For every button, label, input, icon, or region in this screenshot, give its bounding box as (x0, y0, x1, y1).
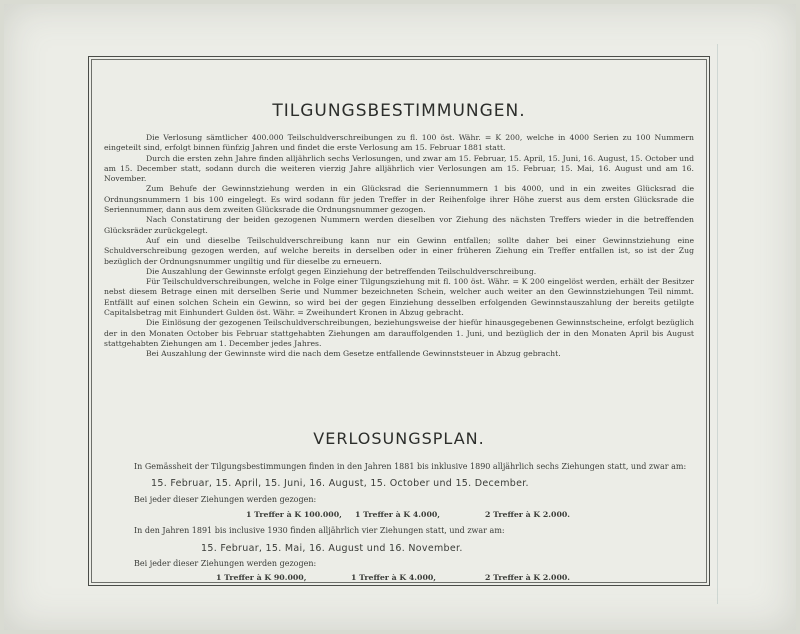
prize-3: 2 Treffer à K 2.000. (485, 510, 571, 519)
plan-dates-2: 15. Februar, 15. Mai, 16. August und 16. November. (201, 543, 463, 554)
paragraph: Für Teilschuldverschreibungen, welche in Folge einer Tilgungsziehung mit fl. 100 öst. Währ. = K 200 eingelöst werden, erhält der Besitzer nebst diesem Betrage einen mit derselben Serie und Nummer bezeichneten Schein, welcher auch weiter an den Gewinnstziehungen Teil nimmt. Entfällt auf einen solchen Schein ein Gewinn, so wird bei der gegen Einziehung desselben erfolgenden Gewinnstauszahlung der bereits getilgte Capitalsbetrag mit Einhundert Gulden öst. Währ. = Zweihundert Kronen in Abzug gebracht. (104, 277, 694, 318)
plan-intro-2: In den Jahren 1891 bis inclusive 1930 finden alljährlich vier Ziehungen statt, und zwar am: (134, 526, 505, 535)
plan-drawn-1: Bei jeder dieser Ziehungen werden gezogen: (134, 495, 317, 504)
heading-tilgungsbestimmungen: TILGUNGSBESTIMMUNGEN. (272, 101, 526, 121)
paragraph: Zum Behufe der Gewinnstziehung werden in ein Glücksrad die Seriennummern 1 bis 4000, und in ein zweites Glücksrad die Ordnungsnummern 1 bis 100 eingelegt. Es wird sodann für jeden Treffer in der Reihenfolge ihrer Höhe zuerst aus dem ersten Glücksrade die Seriennummer, dann aus dem zweiten Glücksrade die Ordnungsnummer gezogen. (104, 184, 694, 215)
prize-1: 1 Treffer à K 100.000, (246, 510, 342, 519)
paragraph: Nach Constatirung der beiden gezogenen Nummern werden dieselben vor Ziehung des nächsten Treffers wieder in die betreffenden Glücksräder zurückgelegt. (104, 215, 694, 235)
paragraph: Die Einlösung der gezogenen Teilschuldverschreibungen, beziehungsweise der hiefür hinausgegebenen Gewinnstscheine, erfolgt bezüglich der in den Monaten October bis Februar stattgehabten Ziehungen am darauffolgenden 1. Juni, und bezüglich der in den Monaten April bis August stattgehabten Ziehungen am 1. December jedes Jahres. (104, 318, 694, 348)
paragraph: Auf ein und dieselbe Teilschuldverschreibung kann nur ein Gewinn entfallen; sollte daher bei einer Gewinnstziehung eine Schuldverschreibung gezogen werden, auf welche bereits in derselben oder in einer früheren Ziehung ein Treffer entfallen ist, so ist der Zug bezüglich der Ordnungsnummer ungiltig und für dieselbe zu erneuern. (104, 235, 694, 266)
paragraph: Die Auszahlung der Gewinnste erfolgt gegen Einziehung der betreffenden Teilschuldverschreibung. (146, 266, 537, 276)
tilgung-paragraphs (104, 133, 694, 360)
prize-2: 1 Treffer à K 4.000, (355, 510, 441, 519)
plan-intro-1: In Gemässheit der Tilgungsbestimmungen finden in den Jahren 1881 bis inklusive 1890 alljährlich sechs Ziehungen statt, und zwar am: (134, 462, 687, 471)
prize-3: 2 Treffer à K 2.000. (485, 573, 571, 582)
plan-dates-1: 15. Februar, 15. April, 15. Juni, 16. August, 15. October und 15. December. (151, 478, 529, 489)
bleed-through-decoration (717, 44, 788, 604)
document-sheet (4, 4, 796, 630)
heading-verlosungsplan: VERLOSUNGSPLAN. (313, 429, 485, 448)
paragraph: Bei Auszahlung der Gewinnste wird die nach dem Gesetze entfallende Gewinnststeuer in Abzug gebracht. (146, 349, 561, 359)
paragraph: Die Verlosung sämtlicher 400.000 Teilschuldverschreibungen zu fl. 100 öst. Währ. = K 200, welche in 4000 Serien zu 100 Nummern eingeteilt sind, erfolgt binnen fünfzig Jahren und findet die erste Verlosung am 15. Februar 1881 statt. (104, 133, 694, 153)
prize-1: 1 Treffer à K 90.000, (216, 573, 307, 582)
paragraph: Durch die ersten zehn Jahre finden alljährlich sechs Verlosungen, und zwar am 15. Februar, 15. April, 15. Juni, 16. August, 15. October und am 15. December statt, sodann durch die weiteren vierzig Jahre alljährlich vier Verlosungen am 15. Februar, 15. Mai, 16. August und am 16. November. (104, 153, 694, 184)
text-frame (88, 56, 710, 586)
prize-2: 1 Treffer à K 4.000, (351, 573, 437, 582)
plan-drawn-2: Bei jeder dieser Ziehungen werden gezogen: (134, 559, 317, 568)
